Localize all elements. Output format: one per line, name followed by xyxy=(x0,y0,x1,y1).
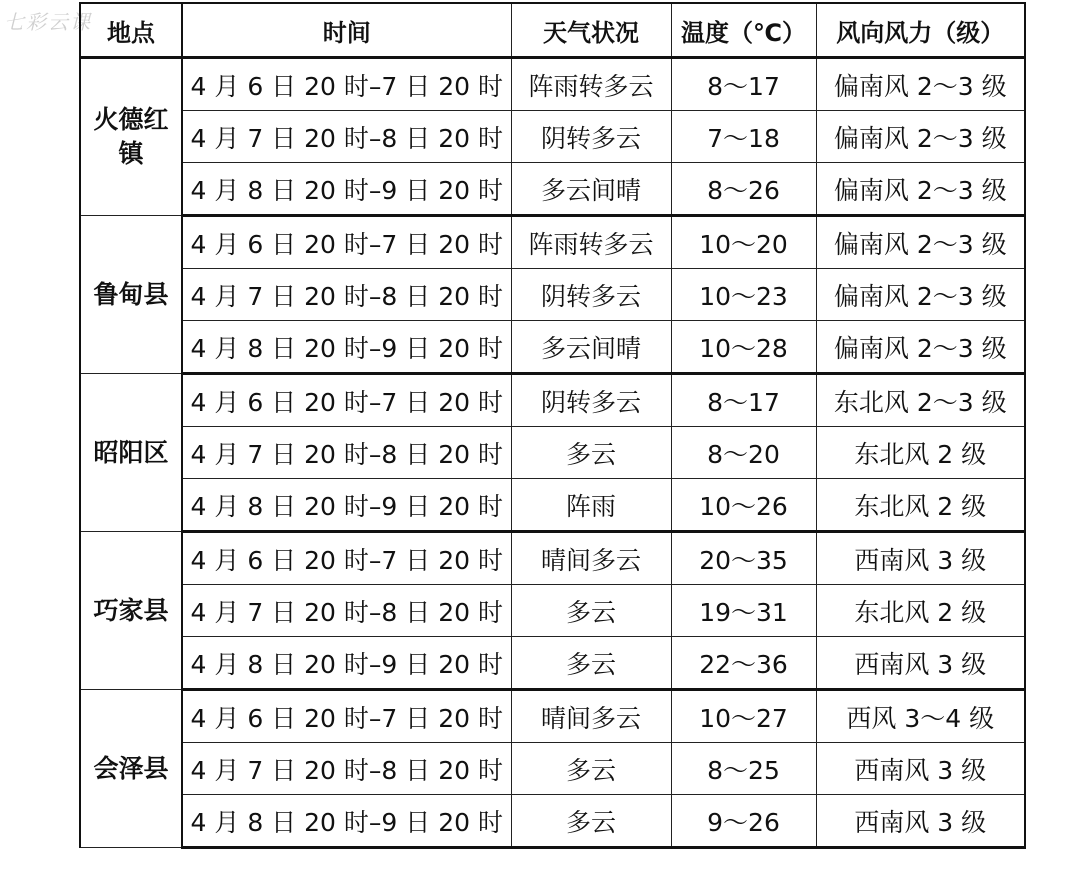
table-header-row xyxy=(80,3,1025,58)
place-cell: 火德红镇 xyxy=(80,58,182,216)
weather-cell: 多云间晴 xyxy=(511,321,671,374)
time-cell: 4 月 8 日 20 时–9 日 20 时 xyxy=(182,795,511,848)
table-row xyxy=(80,532,1025,585)
place-cell: 巧家县 xyxy=(80,532,182,690)
wind-cell: 东北风 2 级 xyxy=(816,427,1025,479)
temperature-cell: 9～26 xyxy=(671,795,816,848)
time-cell: 4 月 6 日 20 时–7 日 20 时 xyxy=(182,690,511,743)
table-row xyxy=(80,427,1025,479)
weather-cell: 晴间多云 xyxy=(511,532,671,585)
header-wind: 风向风力（级） xyxy=(816,3,1025,58)
time-cell: 4 月 8 日 20 时–9 日 20 时 xyxy=(182,479,511,532)
table-row xyxy=(80,795,1025,848)
temperature-cell: 10～26 xyxy=(671,479,816,532)
table-row xyxy=(80,163,1025,216)
table-row xyxy=(80,585,1025,637)
temperature-cell: 20～35 xyxy=(671,532,816,585)
temperature-cell: 10～23 xyxy=(671,269,816,321)
temperature-cell: 8～25 xyxy=(671,743,816,795)
table-row xyxy=(80,637,1025,690)
time-cell: 4 月 6 日 20 时–7 日 20 时 xyxy=(182,216,511,269)
wind-cell: 偏南风 2～3 级 xyxy=(816,58,1025,111)
weather-cell: 晴间多云 xyxy=(511,690,671,743)
time-cell: 4 月 7 日 20 时–8 日 20 时 xyxy=(182,427,511,479)
weather-cell: 阵雨 xyxy=(511,479,671,532)
table-row xyxy=(80,743,1025,795)
weather-cell: 阵雨转多云 xyxy=(511,58,671,111)
temperature-cell: 7～18 xyxy=(671,111,816,163)
weather-cell: 多云 xyxy=(511,427,671,479)
weather-cell: 阴转多云 xyxy=(511,269,671,321)
time-cell: 4 月 6 日 20 时–7 日 20 时 xyxy=(182,532,511,585)
header-time: 时间 xyxy=(182,3,511,58)
wind-cell: 偏南风 2～3 级 xyxy=(816,216,1025,269)
time-cell: 4 月 8 日 20 时–9 日 20 时 xyxy=(182,637,511,690)
temperature-cell: 10～28 xyxy=(671,321,816,374)
time-cell: 4 月 6 日 20 时–7 日 20 时 xyxy=(182,58,511,111)
time-cell: 4 月 7 日 20 时–8 日 20 时 xyxy=(182,269,511,321)
wind-cell: 西南风 3 级 xyxy=(816,743,1025,795)
table-row xyxy=(80,690,1025,743)
time-cell: 4 月 6 日 20 时–7 日 20 时 xyxy=(182,374,511,427)
header-place: 地点 xyxy=(80,3,182,58)
wind-cell: 偏南风 2～3 级 xyxy=(816,269,1025,321)
weather-cell: 阴转多云 xyxy=(511,111,671,163)
wind-cell: 偏南风 2～3 级 xyxy=(816,163,1025,216)
wind-cell: 东北风 2 级 xyxy=(816,479,1025,532)
weather-cell: 多云 xyxy=(511,795,671,848)
temperature-cell: 19～31 xyxy=(671,585,816,637)
place-cell: 会泽县 xyxy=(80,690,182,848)
time-cell: 4 月 7 日 20 时–8 日 20 时 xyxy=(182,743,511,795)
temperature-cell: 8～17 xyxy=(671,58,816,111)
temperature-cell: 10～27 xyxy=(671,690,816,743)
wind-cell: 东北风 2 级 xyxy=(816,585,1025,637)
time-cell: 4 月 7 日 20 时–8 日 20 时 xyxy=(182,585,511,637)
table-row xyxy=(80,321,1025,374)
table-row xyxy=(80,111,1025,163)
wind-cell: 西风 3～4 级 xyxy=(816,690,1025,743)
weather-cell: 阵雨转多云 xyxy=(511,216,671,269)
temperature-cell: 8～26 xyxy=(671,163,816,216)
time-cell: 4 月 8 日 20 时–9 日 20 时 xyxy=(182,163,511,216)
table-row xyxy=(80,269,1025,321)
wind-cell: 西南风 3 级 xyxy=(816,532,1025,585)
weather-cell: 多云 xyxy=(511,743,671,795)
temperature-cell: 22～36 xyxy=(671,637,816,690)
wind-cell: 东北风 2～3 级 xyxy=(816,374,1025,427)
weather-cell: 阴转多云 xyxy=(511,374,671,427)
temperature-cell: 8～17 xyxy=(671,374,816,427)
header-weather: 天气状况 xyxy=(511,3,671,58)
header-temperature: 温度（℃） xyxy=(671,3,816,58)
table-row xyxy=(80,374,1025,427)
weather-forecast-table xyxy=(79,2,1026,849)
weather-cell: 多云 xyxy=(511,637,671,690)
watermark: 七彩云课 xyxy=(4,10,92,34)
temperature-cell: 10～20 xyxy=(671,216,816,269)
place-cell: 鲁甸县 xyxy=(80,216,182,374)
wind-cell: 偏南风 2～3 级 xyxy=(816,111,1025,163)
time-cell: 4 月 8 日 20 时–9 日 20 时 xyxy=(182,321,511,374)
weather-cell: 多云间晴 xyxy=(511,163,671,216)
wind-cell: 西南风 3 级 xyxy=(816,795,1025,848)
table-row xyxy=(80,479,1025,532)
wind-cell: 偏南风 2～3 级 xyxy=(816,321,1025,374)
table-row xyxy=(80,58,1025,111)
table-body xyxy=(80,58,1025,848)
weather-cell: 多云 xyxy=(511,585,671,637)
wind-cell: 西南风 3 级 xyxy=(816,637,1025,690)
temperature-cell: 8～20 xyxy=(671,427,816,479)
table-row xyxy=(80,216,1025,269)
time-cell: 4 月 7 日 20 时–8 日 20 时 xyxy=(182,111,511,163)
place-cell: 昭阳区 xyxy=(80,374,182,532)
